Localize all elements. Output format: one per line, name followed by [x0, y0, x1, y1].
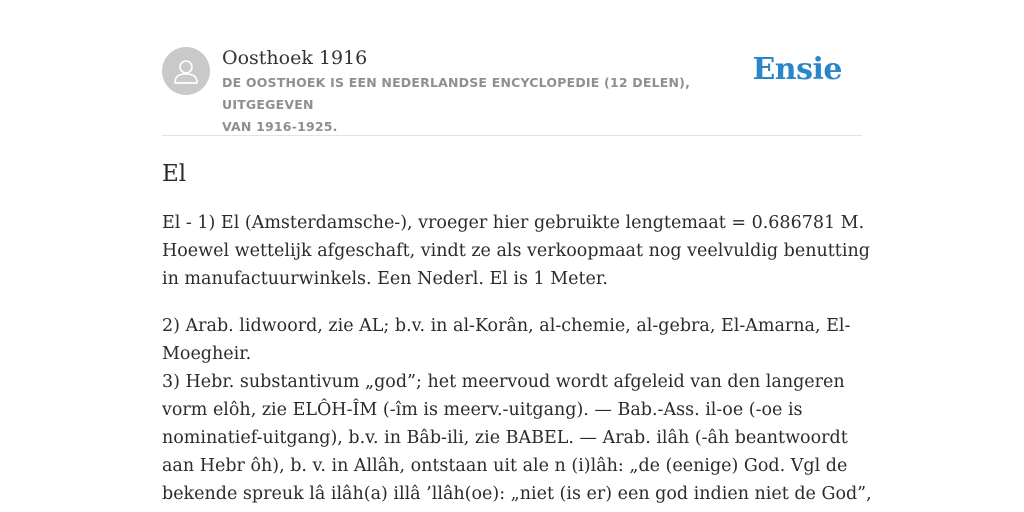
text-line: Hoewel wettelijk afgeschaft, vindt ze als verkoopmaat nog veelvuldig benutting [162, 241, 870, 261]
ensie-logo[interactable]: Ensie [752, 52, 842, 87]
entry-paragraph-2 [162, 312, 872, 508]
text-line: El - 1) El (Amsterdamsche-), vroeger hier gebruikte lengtemaat = 0.686781 M. [162, 213, 865, 233]
text-line: nominatief-uitgang), b.v. in Bâb-ili, zie BABEL. — Arab. ilâh (-âh beantwoordt [162, 428, 848, 448]
source-description-line: VAN 1916-1925. [222, 119, 338, 134]
source-header [162, 0, 862, 136]
text-line: vorm elôh, zie ELÔH-ÎM (-îm is meerv.-uitgang). — Bab.-Ass. il-oe (-oe is [162, 400, 803, 420]
text-line: aan Hebr ôh), b. v. in Allâh, ontstaan uit ale n (i)lâh: „de (eenige) God. Vgl de [162, 456, 848, 476]
source-description-line: DE OOSTHOEK IS EEN NEDERLANDSE ENCYCLOPEDIE (12 DELEN), UITGEGEVEN [222, 75, 691, 112]
text-line: 2) Arab. lidwoord, zie AL; b.v. in al-Korân, al-chemie, al-gebra, El-Amarna, El- [162, 316, 851, 336]
text-line: 3) Hebr. substantivum „god”; het meervoud wordt afgeleid van den langeren [162, 372, 845, 392]
source-description [222, 72, 762, 138]
entry-content [162, 155, 872, 512]
text-line: bekende spreuk lâ ilâh(a) illâ ’llâh(oe): „niet (is er) een god indien niet de God”, [162, 484, 872, 504]
source-title[interactable]: Oosthoek 1916 [222, 47, 368, 69]
entry-paragraph-1 [162, 209, 870, 293]
user-icon [162, 47, 210, 95]
source-avatar[interactable] [162, 47, 210, 95]
text-line: in manufactuurwinkels. Een Nederl. El is 1 Meter. [162, 269, 608, 289]
entry-title: El [162, 161, 187, 187]
text-line: Moegheir. [162, 344, 252, 364]
